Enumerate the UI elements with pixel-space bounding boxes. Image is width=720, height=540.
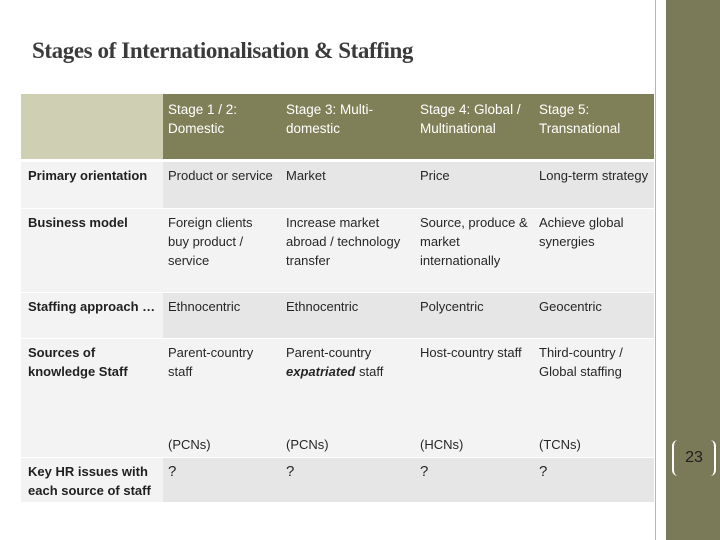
row-label-staffing-approach: Staffing approach … (21, 292, 163, 338)
header-stage-1-2: Stage 1 / 2: Domestic (163, 94, 281, 162)
table-cell: Geocentric (534, 292, 654, 338)
header-stage-3: Stage 3: Multi-domestic (281, 94, 415, 162)
header-corner (21, 94, 163, 162)
table-cell: (PCNs) (281, 435, 415, 457)
table-cell: Market (281, 162, 415, 208)
slide-title: Stages of Internationalisation & Staffing (32, 38, 414, 63)
table-cell: (TCNs) (534, 435, 654, 457)
table-cell: Achieve global synergies (534, 208, 654, 292)
row-label-business-model: Business model (21, 208, 163, 292)
table-cell: Parent-country staff (163, 338, 281, 435)
table-cell: ? (534, 457, 654, 502)
row-label-sources-of-knowledge-staff: Sources of knowledge Staff (21, 338, 163, 435)
row-label-blank (21, 435, 163, 457)
table-cell: ? (281, 457, 415, 502)
table-cell: Long-term strategy (534, 162, 654, 208)
table-cell: Host-country staff (415, 338, 534, 435)
table-cell: Product or service (163, 162, 281, 208)
table-cell: ? (163, 457, 281, 502)
table-cell: Price (415, 162, 534, 208)
table-cell: Polycentric (415, 292, 534, 338)
table-cell: Source, produce & market internationally (415, 208, 534, 292)
staffing-table (21, 94, 654, 502)
table-cell: Ethnocentric (281, 292, 415, 338)
emphasis-text: expatriated (286, 364, 356, 379)
row-label-key-hr-issues: Key HR issues with each source of staff (21, 457, 163, 502)
table-cell-text: Parent-country (286, 345, 372, 360)
table-cell: Increase market abroad / technology transfer (281, 208, 415, 292)
right-divider-line (655, 0, 656, 540)
table-cell: (HCNs) (415, 435, 534, 457)
table-cell: ? (415, 457, 534, 502)
table-cell (281, 338, 415, 435)
header-stage-5: Stage 5: Transnational (534, 94, 654, 162)
row-label-primary-orientation: Primary orientation (21, 162, 163, 208)
emphasis-suffix: staff (355, 364, 384, 379)
page-number: 23 (672, 440, 716, 476)
table-cell: Ethnocentric (163, 292, 281, 338)
header-stage-4: Stage 4: Global / Multinational (415, 94, 534, 162)
table-cell: (PCNs) (163, 435, 281, 457)
table-cell: Foreign clients buy product / service (163, 208, 281, 292)
table-cell: Third-country / Global staffing (534, 338, 654, 435)
